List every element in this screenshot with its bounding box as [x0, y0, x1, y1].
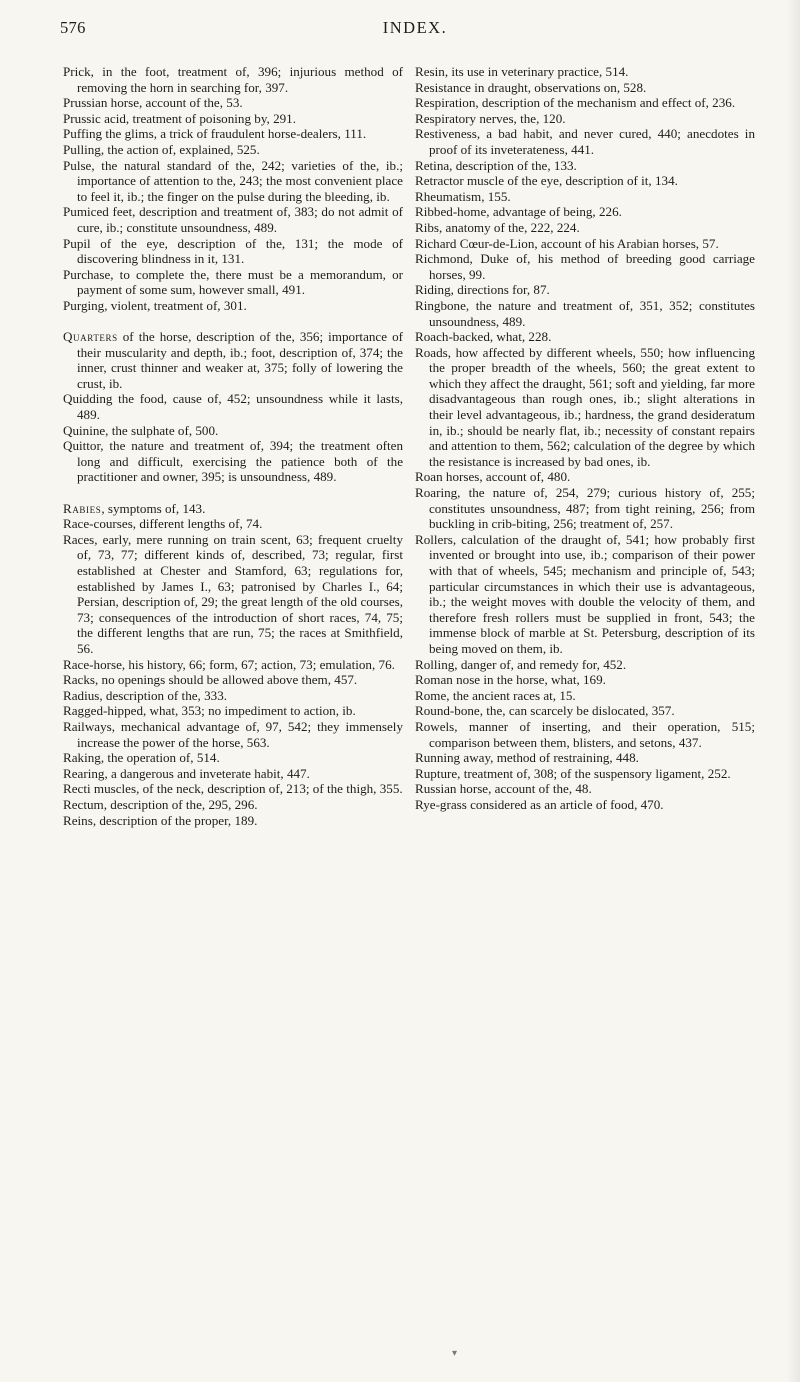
- index-entry: [415, 345, 755, 470]
- index-entry: [63, 672, 403, 688]
- index-entry: [415, 189, 755, 205]
- entry-text: Retractor muscle of the eye, description of it, 134.: [415, 173, 678, 189]
- entry-text: Roan horses, account of, 480.: [415, 469, 571, 485]
- entry-text: of the horse, description of the, 356; importance of their muscularity and depth, ib.; foot, description of, 374; the inner, crust thinner and weaker at, 375; folly of lowering the crust, ib.: [77, 329, 403, 391]
- entry-text: Respiration, description of the mechanism and effect of, 236.: [415, 95, 736, 111]
- index-entry: [63, 719, 403, 750]
- section-gap: [63, 314, 403, 330]
- index-entry: [63, 64, 403, 95]
- printer-mark: ▾: [452, 1348, 458, 1359]
- entry-text: Rolling, danger of, and remedy for, 452.: [415, 656, 627, 672]
- index-entry: [415, 158, 755, 174]
- entry-text: Richard Cœur-de-Lion, account of his Arabian horses, 57.: [415, 235, 719, 251]
- index-entry: [63, 501, 403, 517]
- entry-text: Riding, directions for, 87.: [415, 282, 550, 298]
- index-entry: [63, 236, 403, 267]
- index-entry: [415, 236, 755, 252]
- entry-text: Racks, no openings should be allowed above them, 457.: [63, 672, 358, 688]
- entry-text: Race-courses, different lengths of, 74.: [63, 516, 263, 532]
- index-column-left: [63, 64, 403, 828]
- entry-text: Round-bone, the, can scarcely be dislocated, 357.: [415, 703, 675, 719]
- page-number: 576: [60, 18, 86, 37]
- index-entry: [63, 126, 403, 142]
- index-entry: [415, 173, 755, 189]
- index-entry: [415, 781, 755, 797]
- index-entry: [63, 781, 403, 797]
- entry-text: Puffing the glims, a trick of fraudulent horse-dealers, 111.: [63, 126, 367, 142]
- index-column-right: [415, 64, 755, 813]
- entry-text: Roach-backed, what, 228.: [415, 329, 552, 345]
- index-entry: [415, 220, 755, 236]
- entry-text: Ribbed-home, advantage of being, 226.: [415, 204, 622, 220]
- index-entry: [415, 532, 755, 657]
- entry-text: Rye-grass considered as an article of food, 470.: [415, 796, 664, 812]
- index-entry: [63, 438, 403, 485]
- index-entry: [63, 657, 403, 673]
- entry-text: Pulse, the natural standard of the, 242; varieties of the, ib.; importance of attention to the, 243; the most convenient place to feel it, ib.; the finger on the pulse during the bleeding, ib.: [63, 157, 403, 204]
- entry-text: Roaring, the nature of, 254, 279; curious history of, 255; constitutes unsoundness, 487; from tight reining, 256; from buckling in crib-biting, 256; treatment of, 257.: [415, 485, 755, 532]
- index-entry: [415, 750, 755, 766]
- entry-text: Reins, description of the proper, 189.: [63, 812, 258, 828]
- page-header: [60, 16, 770, 46]
- entry-text: Pumiced feet, description and treatment of, 383; do not admit of cure, ib.; constitute unsoundness, 489.: [63, 204, 403, 235]
- index-entry: [415, 204, 755, 220]
- index-entry: [63, 813, 403, 829]
- index-entry: [415, 111, 755, 127]
- index-entry: [63, 298, 403, 314]
- index-entry: [415, 797, 755, 813]
- entry-text: Resin, its use in veterinary practice, 514.: [415, 64, 629, 79]
- index-entry: [415, 703, 755, 719]
- section-lead-word: Quarters: [63, 329, 118, 345]
- entry-text: Raking, the operation of, 514.: [63, 750, 220, 766]
- index-entry: [63, 267, 403, 298]
- index-entry: [415, 329, 755, 345]
- index-entry: [63, 95, 403, 111]
- index-entry: [415, 64, 755, 80]
- entry-text: Respiratory nerves, the, 120.: [415, 110, 566, 126]
- index-entry: [63, 750, 403, 766]
- entry-text: Rectum, description of the, 295, 296.: [63, 796, 258, 812]
- section-lead-word: Rabies: [63, 500, 102, 516]
- index-entry: [415, 672, 755, 688]
- entry-text: Pulling, the action of, explained, 525.: [63, 141, 260, 157]
- entry-text: Retina, description of the, 133.: [415, 157, 577, 173]
- index-entry: [415, 95, 755, 111]
- entry-text: Ringbone, the nature and treatment of, 351, 352; constitutes unsoundness, 489.: [415, 297, 755, 329]
- index-entry: [415, 485, 755, 532]
- entry-text: Railways, mechanical advantage of, 97, 542; they immensely increase the power of the horse, 563.: [63, 718, 403, 750]
- index-entry: [63, 329, 403, 391]
- entry-text: Running away, method of restraining, 448.: [415, 750, 639, 766]
- index-entry: [415, 657, 755, 673]
- index-entry: [63, 703, 403, 719]
- index-entry: [415, 766, 755, 782]
- entry-text: Rowels, manner of inserting, and their operation, 515; comparison between them, blisters, and setons, 437.: [415, 718, 755, 750]
- index-entry: [63, 766, 403, 782]
- entry-text: Prick, in the foot, treatment of, 396; injurious method of removing the horn in searching for, 397.: [63, 64, 403, 95]
- index-entry: [415, 688, 755, 704]
- entry-text: Rheumatism, 155.: [415, 188, 511, 204]
- index-entry: [63, 423, 403, 439]
- index-entry: [415, 282, 755, 298]
- entry-text: Ribs, anatomy of the, 222, 224.: [415, 219, 580, 235]
- index-entry: [415, 469, 755, 485]
- entry-text: Race-horse, his history, 66; form, 67; action, 73; emulation, 76.: [63, 656, 395, 672]
- entry-text: Rupture, treatment of, 308; of the suspensory ligament, 252.: [415, 765, 731, 781]
- entry-text: Ragged-hipped, what, 353; no impediment to action, ib.: [63, 703, 356, 719]
- entry-text: Prussian horse, account of the, 53.: [63, 95, 243, 111]
- index-entry: [415, 719, 755, 750]
- entry-text: Quinine, the sulphate of, 500.: [63, 422, 219, 438]
- entry-text: Radius, description of the, 333.: [63, 687, 228, 703]
- entry-text: Roman nose in the horse, what, 169.: [415, 672, 606, 688]
- index-entry: [63, 797, 403, 813]
- index-entry: [63, 391, 403, 422]
- index-entry: [63, 158, 403, 205]
- entry-text: Rearing, a dangerous and inveterate habit, 447.: [63, 765, 310, 781]
- entry-text: Rome, the ancient races at, 15.: [415, 687, 576, 703]
- index-entry: [63, 532, 403, 657]
- index-entry: [63, 142, 403, 158]
- entry-text: Races, early, mere running on train scent, 63; frequent cruelty of, 73, 77; different kinds of, described, 73; regular, first established at Chester and Stamford, 63; regulations for, established by James I., 63; patronised by Charles I., 64; Persian, description of, 29; the great length of the old courses, 73; consequences of the introduction of short races, 74, 75; the different lengths that are run, 75; the races at Smithfield, 56.: [63, 531, 403, 656]
- entry-text: Purchase, to complete the, there must be a memorandum, or payment of some sum, however small, 491.: [63, 266, 403, 298]
- index-entry: [415, 80, 755, 96]
- entry-text: Purging, violent, treatment of, 301.: [63, 297, 247, 313]
- entry-text: , symptoms of, 143.: [101, 500, 206, 516]
- entry-text: Rollers, calculation of the draught of, 541; how probably first invented or brought into use, ib.; comparison of their power with that of wheels, 545; mechanism and principle of, 543; particular circumstances in which their use is advantageous, ib.; the weight moves with double the velocity of them, and therefore fresh rollers must be supplied in front, 543; the immense block of marble at St. Petersburg, description of its being moved on them, ib.: [415, 531, 755, 656]
- index-entry: [63, 111, 403, 127]
- running-title: INDEX.: [382, 18, 448, 37]
- entry-text: Roads, how affected by different wheels, 550; how influencing the proper breadth of the wheels, 560; the great extent to which they affect the draught, 561; soft and yielding, far more disadvantageous than rough ones, ib.; slight alterations in their level advantageous, ib.; hardness, the grand desideratum in, ib.; should be nearly flat, ib.; necessity of constant repairs and attention to them, 562; calculation of the degree by which the resistance is increased by bad ones, ib.: [415, 344, 755, 469]
- section-gap: [63, 485, 403, 501]
- index-entry: [415, 298, 755, 329]
- entry-text: Quittor, the nature and treatment of, 394; the treatment often long and difficult, exercising the patience both of the practitioner and owner, 395; is unsoundness, 489.: [63, 438, 403, 485]
- index-entry: [63, 516, 403, 532]
- entry-text: Recti muscles, of the neck, description of, 213; of the thigh, 355.: [63, 781, 403, 797]
- index-entry: [63, 204, 403, 235]
- entry-text: Russian horse, account of the, 48.: [415, 781, 592, 797]
- entry-text: Richmond, Duke of, his method of breeding good carriage horses, 99.: [415, 251, 755, 282]
- entry-text: Restiveness, a bad habit, and never cured, 440; anecdotes in proof of its inveterateness, 441.: [415, 126, 755, 157]
- entry-text: Pupil of the eye, description of the, 131; the mode of discovering blindness in it, 131.: [63, 235, 403, 267]
- index-entry: [415, 126, 755, 157]
- entry-text: Prussic acid, treatment of poisoning by, 291.: [63, 110, 296, 126]
- index-entry: [63, 688, 403, 704]
- index-entry: [415, 251, 755, 282]
- entry-text: Resistance in draught, observations on, 528.: [415, 79, 647, 95]
- entry-text: Quidding the food, cause of, 452; unsoundness while it lasts, 489.: [63, 391, 403, 423]
